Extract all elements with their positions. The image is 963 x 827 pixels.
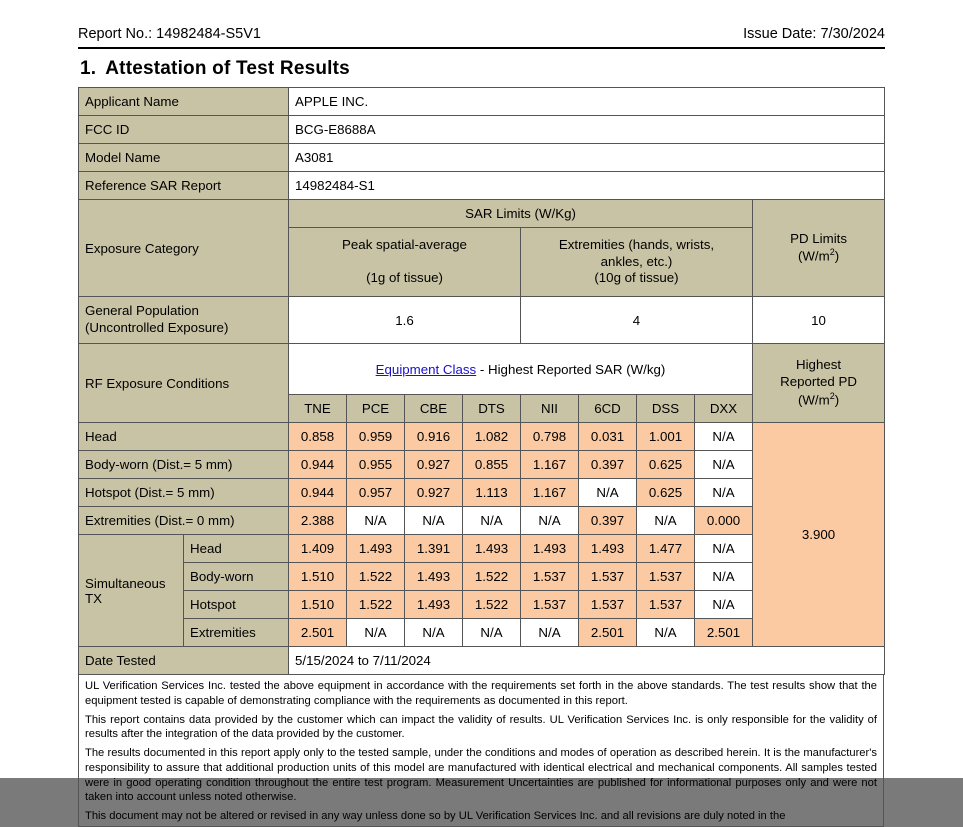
pd-limits-line1: PD Limits bbox=[790, 230, 847, 246]
sar-value: 0.798 bbox=[521, 423, 579, 451]
sar-value: 1.391 bbox=[405, 535, 463, 563]
pd-limits-line2: (W/m bbox=[797, 248, 830, 264]
sar-value: 0.397 bbox=[579, 507, 637, 535]
simultaneous-tx-label bbox=[79, 535, 184, 647]
applicant-name-label: Applicant Name bbox=[79, 88, 289, 116]
sar-value: 0.397 bbox=[579, 451, 637, 479]
peak-spatial-line1: Peak spatial-average bbox=[342, 237, 467, 253]
table-row bbox=[79, 172, 885, 200]
report-number: Report No.: 14982484-S5V1 bbox=[78, 26, 261, 42]
sar-value: 1.477 bbox=[637, 535, 695, 563]
equipment-class-header bbox=[289, 344, 753, 395]
sar-value: N/A bbox=[695, 423, 753, 451]
sar-value: N/A bbox=[463, 619, 521, 647]
sar-value: 0.959 bbox=[347, 423, 405, 451]
row-label-simul-body-worn: Body-worn bbox=[184, 563, 289, 591]
fcc-id-value: BCG-E8688A bbox=[289, 116, 885, 144]
general-population-line2: (Uncontrolled Exposure) bbox=[85, 320, 229, 335]
row-label-simul-extremities: Extremities bbox=[184, 619, 289, 647]
column-header-tne: TNE bbox=[289, 395, 347, 423]
peak-spatial-limit-value: 1.6 bbox=[289, 297, 521, 344]
simultaneous-tx-line1: Simultaneous bbox=[85, 575, 166, 591]
pd-limits-line2-end: ) bbox=[834, 248, 840, 264]
sar-value: N/A bbox=[521, 619, 579, 647]
sar-value: 0.957 bbox=[347, 479, 405, 507]
sar-value: 1.493 bbox=[521, 535, 579, 563]
sar-value: 0.944 bbox=[289, 479, 347, 507]
date-tested-value: 5/15/2024 to 7/11/2024 bbox=[289, 647, 885, 675]
table-row bbox=[79, 647, 885, 675]
column-header-dss: DSS bbox=[637, 395, 695, 423]
note-paragraph: UL Verification Services Inc. tested the above equipment in accordance with the requirements set forth in the above standards. The test results show that the equipment tested is capable of demonstrating compliance with the requirements as documented in this report. bbox=[85, 680, 877, 707]
sar-value: 2.501 bbox=[579, 619, 637, 647]
sar-value: 1.537 bbox=[579, 563, 637, 591]
sar-value: N/A bbox=[637, 619, 695, 647]
sar-value: 1.493 bbox=[463, 535, 521, 563]
sar-value: 0.927 bbox=[405, 451, 463, 479]
rf-exposure-conditions-label: RF Exposure Conditions bbox=[79, 344, 289, 423]
sar-value: N/A bbox=[695, 591, 753, 619]
column-header-6cd: 6CD bbox=[579, 395, 637, 423]
peak-spatial-line2: (1g of tissue) bbox=[366, 270, 443, 286]
row-label-head: Head bbox=[79, 423, 289, 451]
extremities-line2: ankles, etc.) bbox=[600, 253, 673, 269]
table-row bbox=[79, 88, 885, 116]
sar-value: 1.113 bbox=[463, 479, 521, 507]
sar-value: 1.493 bbox=[405, 591, 463, 619]
row-label-body-worn: Body-worn (Dist.= 5 mm) bbox=[79, 451, 289, 479]
row-label-hotspot: Hotspot (Dist.= 5 mm) bbox=[79, 479, 289, 507]
column-header-dts: DTS bbox=[463, 395, 521, 423]
reference-sar-report-value: 14982484-S1 bbox=[289, 172, 885, 200]
issue-date: Issue Date: 7/30/2024 bbox=[743, 26, 885, 42]
sar-value: 1.409 bbox=[289, 535, 347, 563]
sar-value: N/A bbox=[637, 507, 695, 535]
table-row bbox=[79, 344, 885, 395]
sar-value: 0.858 bbox=[289, 423, 347, 451]
sar-value: 0.927 bbox=[405, 479, 463, 507]
sar-value: 1.537 bbox=[579, 591, 637, 619]
column-header-cbe: CBE bbox=[405, 395, 463, 423]
sar-value: 1.082 bbox=[463, 423, 521, 451]
pd-limits-header bbox=[753, 200, 885, 297]
fcc-id-label: FCC ID bbox=[79, 116, 289, 144]
sar-value: 1.522 bbox=[463, 563, 521, 591]
sar-value: 0.944 bbox=[289, 451, 347, 479]
simultaneous-tx-line2: TX bbox=[85, 590, 102, 606]
sar-value: 1.522 bbox=[347, 591, 405, 619]
row-label-simul-head: Head bbox=[184, 535, 289, 563]
sar-value: N/A bbox=[695, 451, 753, 479]
sar-value: 0.625 bbox=[637, 451, 695, 479]
exposure-category-label: Exposure Category bbox=[79, 200, 289, 297]
note-paragraph: This document may not be altered or revised in any way unless done so by UL Verification Services Inc. and all revisions are duly noted in the bbox=[85, 810, 786, 823]
column-header-pce: PCE bbox=[347, 395, 405, 423]
sar-value: N/A bbox=[347, 507, 405, 535]
notes-block bbox=[78, 675, 884, 827]
note-paragraph: This report contains data provided by the customer which can impact the validity of results. UL Verification Services Inc. is only responsible for the validity of results after the integration of the data provided by the customer. bbox=[85, 713, 877, 741]
sar-value: 0.916 bbox=[405, 423, 463, 451]
equipment-class-rest: - Highest Reported SAR (W/kg) bbox=[476, 361, 666, 377]
sar-value: 1.510 bbox=[289, 591, 347, 619]
general-population-line1: General Population bbox=[85, 303, 199, 319]
sar-value: 1.167 bbox=[521, 479, 579, 507]
sar-value: N/A bbox=[405, 507, 463, 535]
extremities-header bbox=[521, 228, 753, 297]
extremities-line3: (10g of tissue) bbox=[594, 270, 679, 286]
highest-pd-line3-end: ) bbox=[834, 392, 840, 408]
sar-value: 2.388 bbox=[289, 507, 347, 535]
row-label-extremities: Extremities (Dist.= 0 mm) bbox=[79, 507, 289, 535]
sar-value: 1.001 bbox=[637, 423, 695, 451]
highest-pd-line1: Highest bbox=[796, 357, 842, 373]
sar-value: N/A bbox=[695, 563, 753, 591]
sar-value: N/A bbox=[695, 535, 753, 563]
applicant-name-value: APPLE INC. bbox=[289, 88, 885, 116]
table-row bbox=[79, 116, 885, 144]
attestation-table bbox=[78, 87, 885, 675]
page-title bbox=[80, 58, 885, 80]
sar-value: 1.493 bbox=[347, 535, 405, 563]
equipment-class-link[interactable]: Equipment Class bbox=[375, 361, 477, 377]
sar-value: 1.522 bbox=[347, 563, 405, 591]
sar-value: N/A bbox=[463, 507, 521, 535]
sar-value: 0.031 bbox=[579, 423, 637, 451]
peak-spatial-header bbox=[289, 228, 521, 297]
note-paragraph: The results documented in this report apply only to the tested sample, under the conditions and modes of operation as described herein. It is the manufacturer's responsibility to assure that additional production units of this model are manufactured with identical electrical and mechanical components. All samples tested were in good operating condition throughout the entire test program. Measurement Uncertainties are published for informational purposes only and were not taken into account unless noted otherwise. bbox=[85, 747, 877, 804]
sar-value: 0.625 bbox=[637, 479, 695, 507]
table-row bbox=[79, 200, 885, 228]
highest-reported-pd-value: 3.900 bbox=[753, 423, 885, 647]
model-name-value: A3081 bbox=[289, 144, 885, 172]
column-header-dxx: DXX bbox=[695, 395, 753, 423]
model-name-label: Model Name bbox=[79, 144, 289, 172]
table-row bbox=[79, 297, 885, 344]
general-population-label bbox=[79, 297, 289, 344]
sar-value: 1.537 bbox=[521, 591, 579, 619]
sar-value: N/A bbox=[695, 479, 753, 507]
sar-value: 1.537 bbox=[637, 563, 695, 591]
pd-limit-value: 10 bbox=[753, 297, 885, 344]
sar-value: N/A bbox=[521, 507, 579, 535]
reference-sar-report-label: Reference SAR Report bbox=[79, 172, 289, 200]
sar-value: 1.167 bbox=[521, 451, 579, 479]
sar-value: 2.501 bbox=[695, 619, 753, 647]
sar-value: N/A bbox=[405, 619, 463, 647]
sar-value: 2.501 bbox=[289, 619, 347, 647]
section-number: 1. bbox=[80, 58, 97, 79]
extremities-limit-value: 4 bbox=[521, 297, 753, 344]
sar-value: 0.855 bbox=[463, 451, 521, 479]
sar-limits-header: SAR Limits (W/Kg) bbox=[289, 200, 753, 228]
highest-pd-line3: (W/m bbox=[797, 392, 830, 408]
sar-value: 0.000 bbox=[695, 507, 753, 535]
sar-value: 1.537 bbox=[521, 563, 579, 591]
highest-reported-pd-header bbox=[753, 344, 885, 423]
table-row bbox=[79, 423, 885, 451]
sar-value: 1.493 bbox=[405, 563, 463, 591]
date-tested-label: Date Tested bbox=[79, 647, 289, 675]
page-header bbox=[78, 26, 885, 49]
sar-value: 1.522 bbox=[463, 591, 521, 619]
highest-pd-exponent: 2 bbox=[829, 390, 835, 401]
sar-value: 1.493 bbox=[579, 535, 637, 563]
sar-value: N/A bbox=[579, 479, 637, 507]
row-label-simul-hotspot: Hotspot bbox=[184, 591, 289, 619]
sar-value: 1.510 bbox=[289, 563, 347, 591]
pd-limits-exponent: 2 bbox=[829, 247, 835, 258]
section-title-text: Attestation of Test Results bbox=[105, 58, 350, 79]
highest-pd-line2: Reported PD bbox=[780, 373, 857, 389]
sar-value: N/A bbox=[347, 619, 405, 647]
sar-value: 0.955 bbox=[347, 451, 405, 479]
extremities-line1: Extremities (hands, wrists, bbox=[558, 237, 715, 253]
column-header-nii: NII bbox=[521, 395, 579, 423]
sar-value: 1.537 bbox=[637, 591, 695, 619]
table-row bbox=[79, 144, 885, 172]
